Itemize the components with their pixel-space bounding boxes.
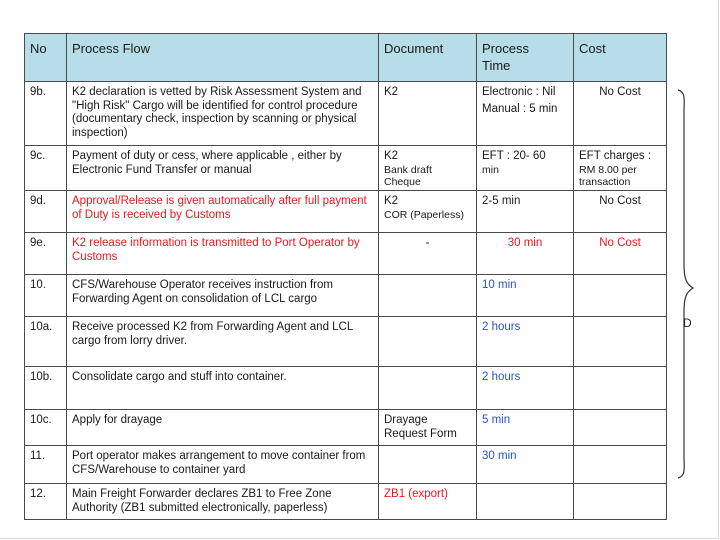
table-row bbox=[25, 275, 667, 317]
row-cost-line1: EFT charges : bbox=[579, 150, 652, 162]
row-document-line2: Bank draft bbox=[384, 163, 432, 176]
row-document-line1: K2 bbox=[384, 150, 399, 162]
row-time-line2: Manual : 5 min bbox=[482, 102, 558, 115]
row-cost-line2: RM 8.00 per bbox=[579, 163, 637, 176]
row-document-line1: K2 bbox=[384, 195, 399, 207]
row-time: 2 hours bbox=[477, 317, 574, 367]
row-flow: Receive processed K2 from Forwarding Agent and LCL cargo from lorry driver. bbox=[67, 317, 379, 367]
row-no: 11. bbox=[25, 446, 67, 484]
row-time: 2 hours bbox=[477, 367, 574, 410]
row-document-line2: COR (Paperless) bbox=[384, 208, 464, 221]
header-document: Document bbox=[379, 34, 477, 82]
row-time: 5 min bbox=[477, 410, 574, 446]
row-time bbox=[477, 82, 574, 146]
table-row bbox=[25, 191, 667, 233]
row-cost: No Cost bbox=[574, 82, 667, 146]
row-flow: Apply for drayage bbox=[67, 410, 379, 446]
row-flow: Main Freight Forwarder declares ZB1 to Free Zone Authority (ZB1 submitted electronically, paperless) bbox=[67, 484, 379, 520]
row-document: ZB1 (export) bbox=[379, 484, 477, 520]
row-document bbox=[379, 410, 477, 446]
row-cost bbox=[574, 275, 667, 317]
header-process-time-line2: Time bbox=[482, 58, 511, 73]
row-document bbox=[379, 367, 477, 410]
table-row bbox=[25, 484, 667, 520]
row-cost: No Cost bbox=[574, 233, 667, 275]
table-row bbox=[25, 410, 667, 446]
header-no: No bbox=[25, 34, 67, 82]
brace-label: D bbox=[683, 316, 692, 330]
row-document bbox=[379, 317, 477, 367]
row-flow: Port operator makes arrangement to move container from CFS/Warehouse to container yard bbox=[67, 446, 379, 484]
row-no: 12. bbox=[25, 484, 67, 520]
row-time: 2-5 min bbox=[477, 191, 574, 233]
row-document bbox=[379, 275, 477, 317]
header-cost: Cost bbox=[574, 34, 667, 82]
curly-brace bbox=[676, 88, 696, 480]
row-cost bbox=[574, 446, 667, 484]
row-time-line1: EFT : 20- 60 bbox=[482, 150, 546, 162]
header-process-time-line1: Process bbox=[482, 41, 529, 56]
table-row bbox=[25, 146, 667, 191]
row-flow: Payment of duty or cess, where applicable , either by Electronic Fund Transfer or manual bbox=[67, 146, 379, 191]
row-time: 30 min bbox=[477, 446, 574, 484]
table-row bbox=[25, 317, 667, 367]
row-document-line3: Cheque bbox=[384, 175, 421, 188]
header-process-time bbox=[477, 34, 574, 82]
table-header-row bbox=[25, 34, 667, 82]
row-cost bbox=[574, 367, 667, 410]
row-no: 9c. bbox=[25, 146, 67, 191]
table-row bbox=[25, 367, 667, 410]
row-cost bbox=[574, 410, 667, 446]
table-row bbox=[25, 82, 667, 146]
row-no: 9e. bbox=[25, 233, 67, 275]
row-no: 10c. bbox=[25, 410, 67, 446]
row-no: 9b. bbox=[25, 82, 67, 146]
row-document bbox=[379, 191, 477, 233]
row-time-line2: min bbox=[482, 163, 499, 176]
row-cost-line3: transaction bbox=[579, 175, 631, 188]
row-cost bbox=[574, 484, 667, 520]
row-document-line1: Drayage bbox=[384, 414, 428, 426]
row-flow: CFS/Warehouse Operator receives instruction from Forwarding Agent on consolidation of LCL cargo bbox=[67, 275, 379, 317]
process-flow-table bbox=[24, 33, 667, 520]
row-flow: Consolidate cargo and stuff into container. bbox=[67, 367, 379, 410]
row-document bbox=[379, 446, 477, 484]
row-document bbox=[379, 146, 477, 191]
row-flow: K2 release information is transmitted to Port Operator by Customs bbox=[67, 233, 379, 275]
row-document-line2: Request Form bbox=[384, 427, 457, 440]
row-document: - bbox=[379, 233, 477, 275]
row-time bbox=[477, 484, 574, 520]
row-flow: K2 declaration is vetted by Risk Assessment System and "High Risk" Cargo will be identified for control procedure (documentary check, inspection by scanning or physical inspection) bbox=[67, 82, 379, 146]
row-no: 10b. bbox=[25, 367, 67, 410]
table-row bbox=[25, 446, 667, 484]
row-no: 10a. bbox=[25, 317, 67, 367]
row-document: K2 bbox=[379, 82, 477, 146]
row-cost bbox=[574, 146, 667, 191]
table-row bbox=[25, 233, 667, 275]
row-cost: No Cost bbox=[574, 191, 667, 233]
row-flow: Approval/Release is given automatically after full payment of Duty is received by Customs bbox=[67, 191, 379, 233]
row-cost bbox=[574, 317, 667, 367]
row-time bbox=[477, 146, 574, 191]
row-time: 30 min bbox=[477, 233, 574, 275]
row-no: 9d. bbox=[25, 191, 67, 233]
header-process-flow: Process Flow bbox=[67, 34, 379, 82]
row-no: 10. bbox=[25, 275, 67, 317]
row-time: 10 min bbox=[477, 275, 574, 317]
row-time-line1: Electronic : Nil bbox=[482, 86, 556, 98]
